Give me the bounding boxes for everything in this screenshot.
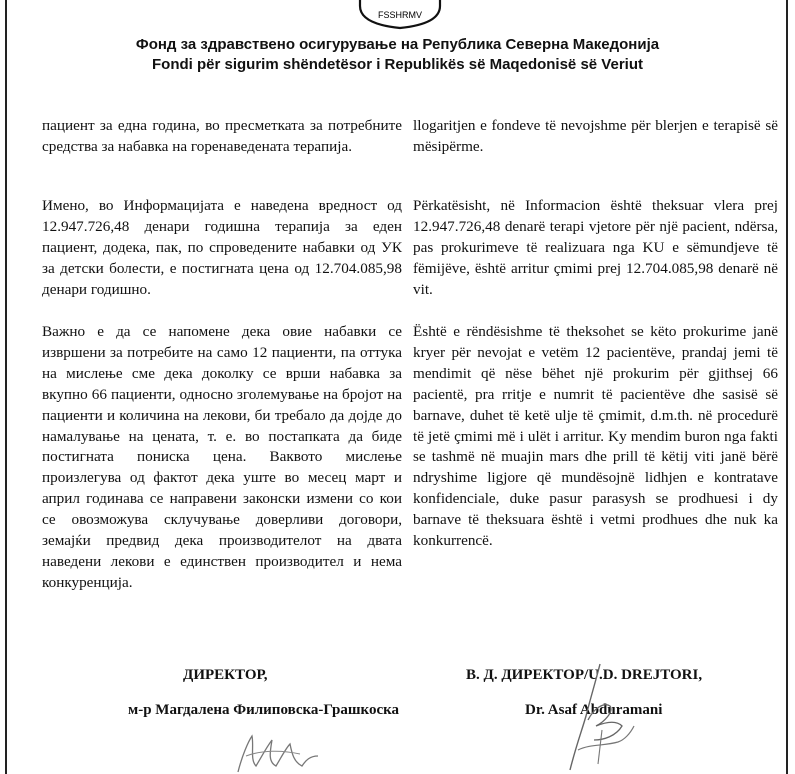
handwritten-signature-right — [560, 660, 640, 774]
signature-right-name: Dr. Asaf Abduramani — [525, 702, 663, 718]
signature-left-title: ДИРЕКТОР, — [183, 667, 268, 683]
header-title-albanian: Fondi për sigurim shëndetësor i Republikës së Maqedonisë së Veriut — [152, 56, 643, 73]
logo-text: FSSHRMV — [377, 10, 423, 20]
header-title-macedonian: Фонд за здравствено осигурување на Република Северна Македонија — [135, 36, 660, 53]
right-paragraph-3: Është e rëndësishme të theksohet se këto prokurime janë kryer për nevojat e vetëm 12 pacientëve, prandaj jemi të mendimit që nëse bëhet një prokurim për gjithsej 66 pacientë, pra rritje e numrit të pacientëve dhe sasisë së barnave, duhet të ketë ulje të çmimit, d.m.th. në procedurë të jetë çmimi më i ulët i arritur. Ky mendim buron nga fakti se tashmë në muajin mars dhe prill të këtij viti janë bërë ndryshime ligjore që mundësojnë lidhjen e kontratave konfidenciale, duke pasur parasysh se prodhuesi i dy barnave të theksuara është i vetmi prodhues dhe nuk ka konkurrencë. — [413, 323, 778, 550]
signature-right-title: В. Д. ДИРЕКТОР/U.D. DREJTORI, — [466, 667, 703, 683]
fund-logo — [356, 0, 444, 30]
page-border-right — [786, 0, 788, 774]
page-border-left — [5, 0, 7, 774]
signature-left-name: м-р Магдалена Филиповска-Грашкоска — [128, 702, 400, 718]
right-paragraph-2: Përkatësisht, në Informacion është theksuar vlera prej 12.947.726,48 denarë terapi vjetore për një pacient, ndërsa, pas prokurimeve të realizuara nga KU e sëmundjeve të fëmijëve, është arritur çmimi prej 12.704.085,98 denarë në vit. — [413, 197, 778, 298]
left-paragraph-2: Имено, во Информацијата е наведена вредност од 12.947.726,48 денари годишна терапија за еден пациент, додека, пак, по спроведените набавки од УК за детски болести, е постигната цена од 12.704.085,98 денари годишно. — [42, 197, 402, 298]
left-paragraph-3: Важно е да се напомене дека овие набавки се извршени за потребите на само 12 пациенти, па оттука на мислење сме дека доколку се врши набавка за вкупно 66 пациенти, односно зголемување на бројот на пациенти и количина на лекови, би требало да дојде до намалување на цената, т. е. во постапката да биде постигната пониска цена. Ваквото мислење произлегува од фактот дека уште во месец март и април годинава се направени законски измени со кои се овозможува склучување доверливи договори, земајќи предвид дека производителот на двата наведени лекови е единствен производител и нема конкуренција. — [42, 323, 402, 591]
left-paragraph-1: пациент за една година, во пресметката за потребните средства за набавка на горенаведената терапија. — [42, 117, 402, 155]
handwritten-signature-left — [232, 726, 322, 774]
right-paragraph-1: llogaritjen e fondeve të nevojshme për blerjen e terapisë së mësipërme. — [413, 117, 778, 155]
